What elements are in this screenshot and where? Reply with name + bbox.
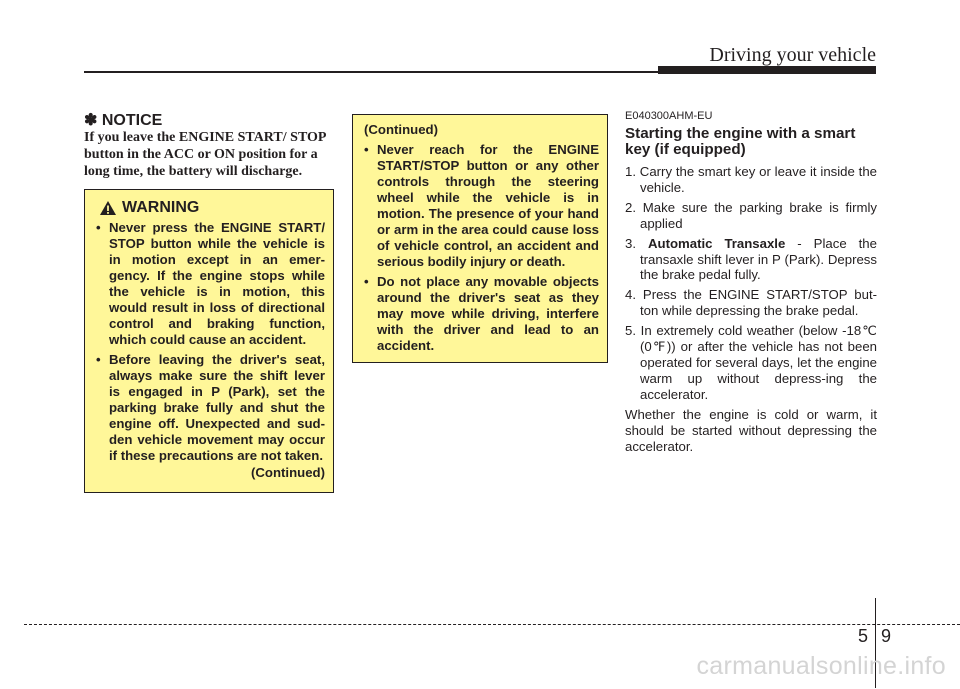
warning-item: • Before leaving the driver's seat, always make sure the shift lever is engaged in P (Park), set the parking brake fully and shut the engine off. Unexpected and sud-den vehicle movement may occur if these precautions are not taken. xyxy=(93,352,325,464)
warning-item: • Do not place any movable objects around the driver's seat as they may move while driving, interfere with the driver and lead to an accident. xyxy=(361,274,599,354)
header-tab-bar xyxy=(658,66,876,74)
chapter-number: 5 xyxy=(858,626,869,646)
step-text: - Place the transaxle shift lever in P (Park). Depress the brake pedal fully. xyxy=(640,235,877,283)
warning-header xyxy=(99,200,325,216)
closing-paragraph: Whether the engine is cold or warm, it should be started without depressing the accelerator. xyxy=(625,406,877,454)
section-header-title: Driving your vehicle xyxy=(709,44,876,66)
continued-label: (Continued) xyxy=(251,465,325,480)
step-emphasis: Automatic Transaxle xyxy=(647,235,786,251)
warning-triangle-icon xyxy=(99,200,117,216)
notice-title: ✽ NOTICE xyxy=(84,112,163,129)
warning-box xyxy=(84,189,334,493)
notice-body: If you leave the ENGINE START/ STOP button in the ACC or ON position for a long time, the battery will discharge. xyxy=(84,130,326,179)
step-item: 1. Carry the smart key or leave it inside the vehicle. xyxy=(625,164,877,195)
step-item xyxy=(625,236,877,284)
warning-item: • Never press the ENGINE START/ STOP button while the vehicle is in motion except in an emer-gency. If the engine stops while the vehicle is in motion, this would result in loss of directional control and braking function, which could cause an accident. xyxy=(93,220,325,348)
section-column xyxy=(625,110,877,454)
warning-continued-box xyxy=(352,114,608,363)
step-item: 4. Press the ENGINE START/STOP but-ton while depressing the brake pedal. xyxy=(625,287,877,319)
warning-title: WARNING xyxy=(122,199,200,216)
continued-label: (Continued) xyxy=(364,122,438,137)
step-item: 5. In extremely cold weather (below -18℃ (0℉)) or after the vehicle has not been operated for several days, let the engine warm up without depress-ing the accelerator. xyxy=(625,323,877,402)
watermark: carmanualsonline.info xyxy=(696,652,946,680)
warning-item: • Never reach for the ENGINE START/STOP button or any other controls through the steering wheel while the vehicle is in motion. The presence of your hand or arm in the area could cause loss of vehicle control, an accident and serious bodily injury or death. xyxy=(361,142,599,270)
step-item: 2. Make sure the parking brake is firmly applied xyxy=(625,199,877,231)
section-heading: Starting the engine with a smart key (if equipped) xyxy=(625,125,856,158)
section-code: E040300AHM-EU xyxy=(625,110,713,122)
page-number: 9 xyxy=(881,626,892,646)
footer-rule xyxy=(24,624,960,625)
steps-list xyxy=(625,164,877,403)
step-number: 3. xyxy=(625,235,648,251)
